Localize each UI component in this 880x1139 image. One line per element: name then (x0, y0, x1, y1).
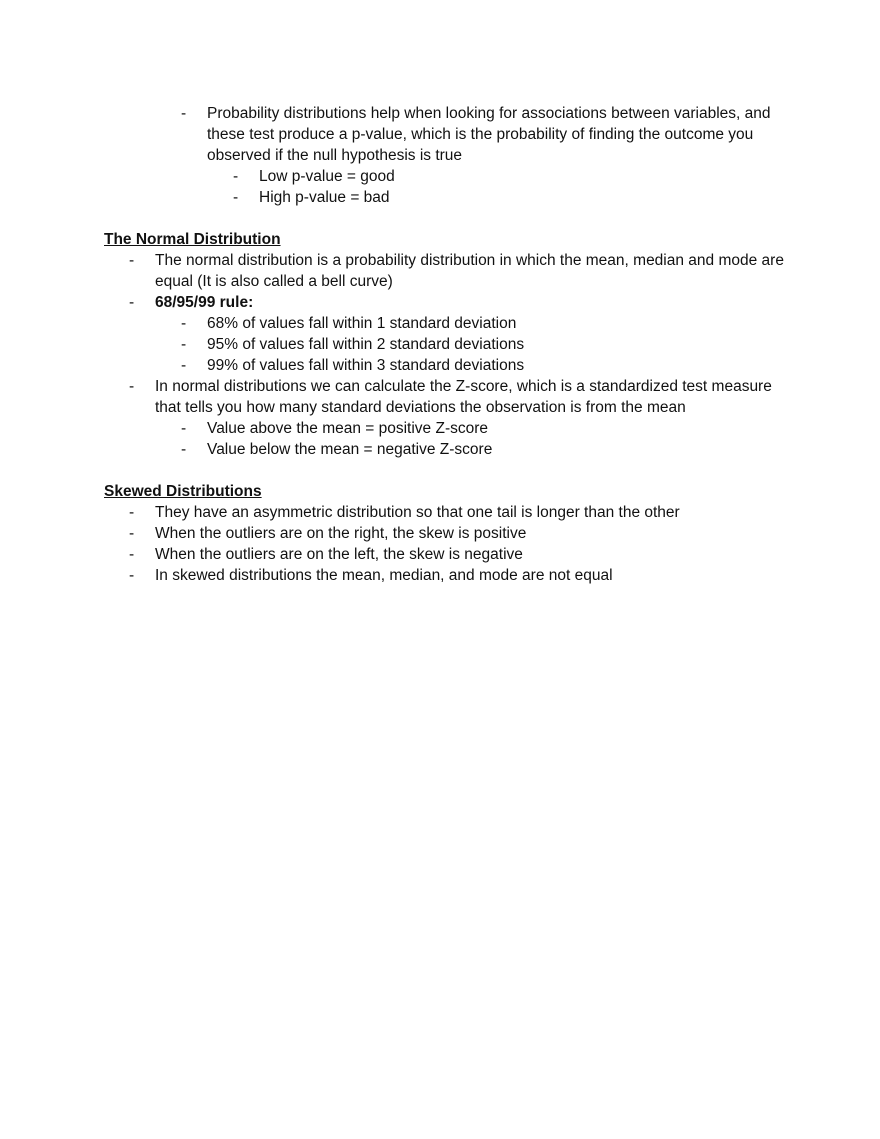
bullet-dash: - (181, 420, 187, 437)
list-item-skewed-not-equal (104, 565, 784, 586)
bullet-dash: - (129, 504, 135, 521)
rule-68-text: 68% of values fall within 1 standard deviation (207, 315, 517, 332)
section-heading-normal: The Normal Distribution (104, 231, 281, 248)
bullet-dash: - (181, 315, 187, 332)
bullet-dash: - (129, 567, 135, 584)
list-item-normal-definition (104, 250, 784, 292)
list-item-zscore (104, 376, 784, 418)
list-item-low-pvalue (104, 166, 784, 187)
list-item-skewed-negative (104, 544, 784, 565)
bullet-dash: - (129, 378, 135, 395)
list-item-skewed-asymmetric (104, 502, 784, 523)
rule-99-text: 99% of values fall within 3 standard deviations (207, 357, 525, 374)
normal-definition-text: The normal distribution is a probability distribution in which the mean, median and mode are equal (It is also called a bell curve) (155, 252, 784, 290)
document-content (104, 103, 784, 586)
zscore-text: In normal distributions we can calculate the Z-score, which is a standardized test measure that tells you how many standard deviations the observation is from the mean (155, 378, 772, 416)
rule-label: 68/95/99 rule: (155, 294, 254, 311)
section-heading-skewed: Skewed Distributions (104, 483, 262, 500)
bullet-dash: - (181, 105, 187, 122)
list-item-rule-99 (104, 355, 784, 376)
rule-95-text: 95% of values fall within 2 standard deviations (207, 336, 525, 353)
skewed-positive-text: When the outliers are on the right, the skew is positive (155, 525, 527, 542)
list-item-high-pvalue (104, 187, 784, 208)
skewed-negative-text: When the outliers are on the left, the skew is negative (155, 546, 523, 563)
list-item-skewed-positive (104, 523, 784, 544)
bullet-dash: - (129, 252, 135, 269)
skewed-asymmetric-text: They have an asymmetric distribution so that one tail is longer than the other (155, 504, 680, 521)
list-item-zscore-positive (104, 418, 784, 439)
bullet-dash: - (233, 189, 239, 206)
bullet-dash: - (181, 441, 187, 458)
list-item-rule-95 (104, 334, 784, 355)
zscore-negative-text: Value below the mean = negative Z-score (207, 441, 493, 458)
zscore-positive-text: Value above the mean = positive Z-score (207, 420, 489, 437)
spacer (104, 460, 784, 481)
low-pvalue-text: Low p-value = good (259, 168, 395, 185)
high-pvalue-text: High p-value = bad (259, 189, 390, 206)
bullet-dash: - (129, 294, 135, 311)
bullet-dash: - (181, 357, 187, 374)
bullet-dash: - (129, 546, 135, 563)
list-item-zscore-negative (104, 439, 784, 460)
pvalue-text: Probability distributions help when looking for associations between variables, and these test produce a p-value, which is the probability of finding the outcome you observed if the null hypothesis is true (207, 105, 771, 164)
list-item-rule-68 (104, 313, 784, 334)
list-item-pvalue (104, 103, 784, 166)
bullet-dash: - (181, 336, 187, 353)
bullet-dash: - (129, 525, 135, 542)
bullet-dash: - (233, 168, 239, 185)
skewed-not-equal-text: In skewed distributions the mean, median, and mode are not equal (155, 567, 613, 584)
list-item-rule (104, 292, 784, 313)
spacer (104, 208, 784, 229)
